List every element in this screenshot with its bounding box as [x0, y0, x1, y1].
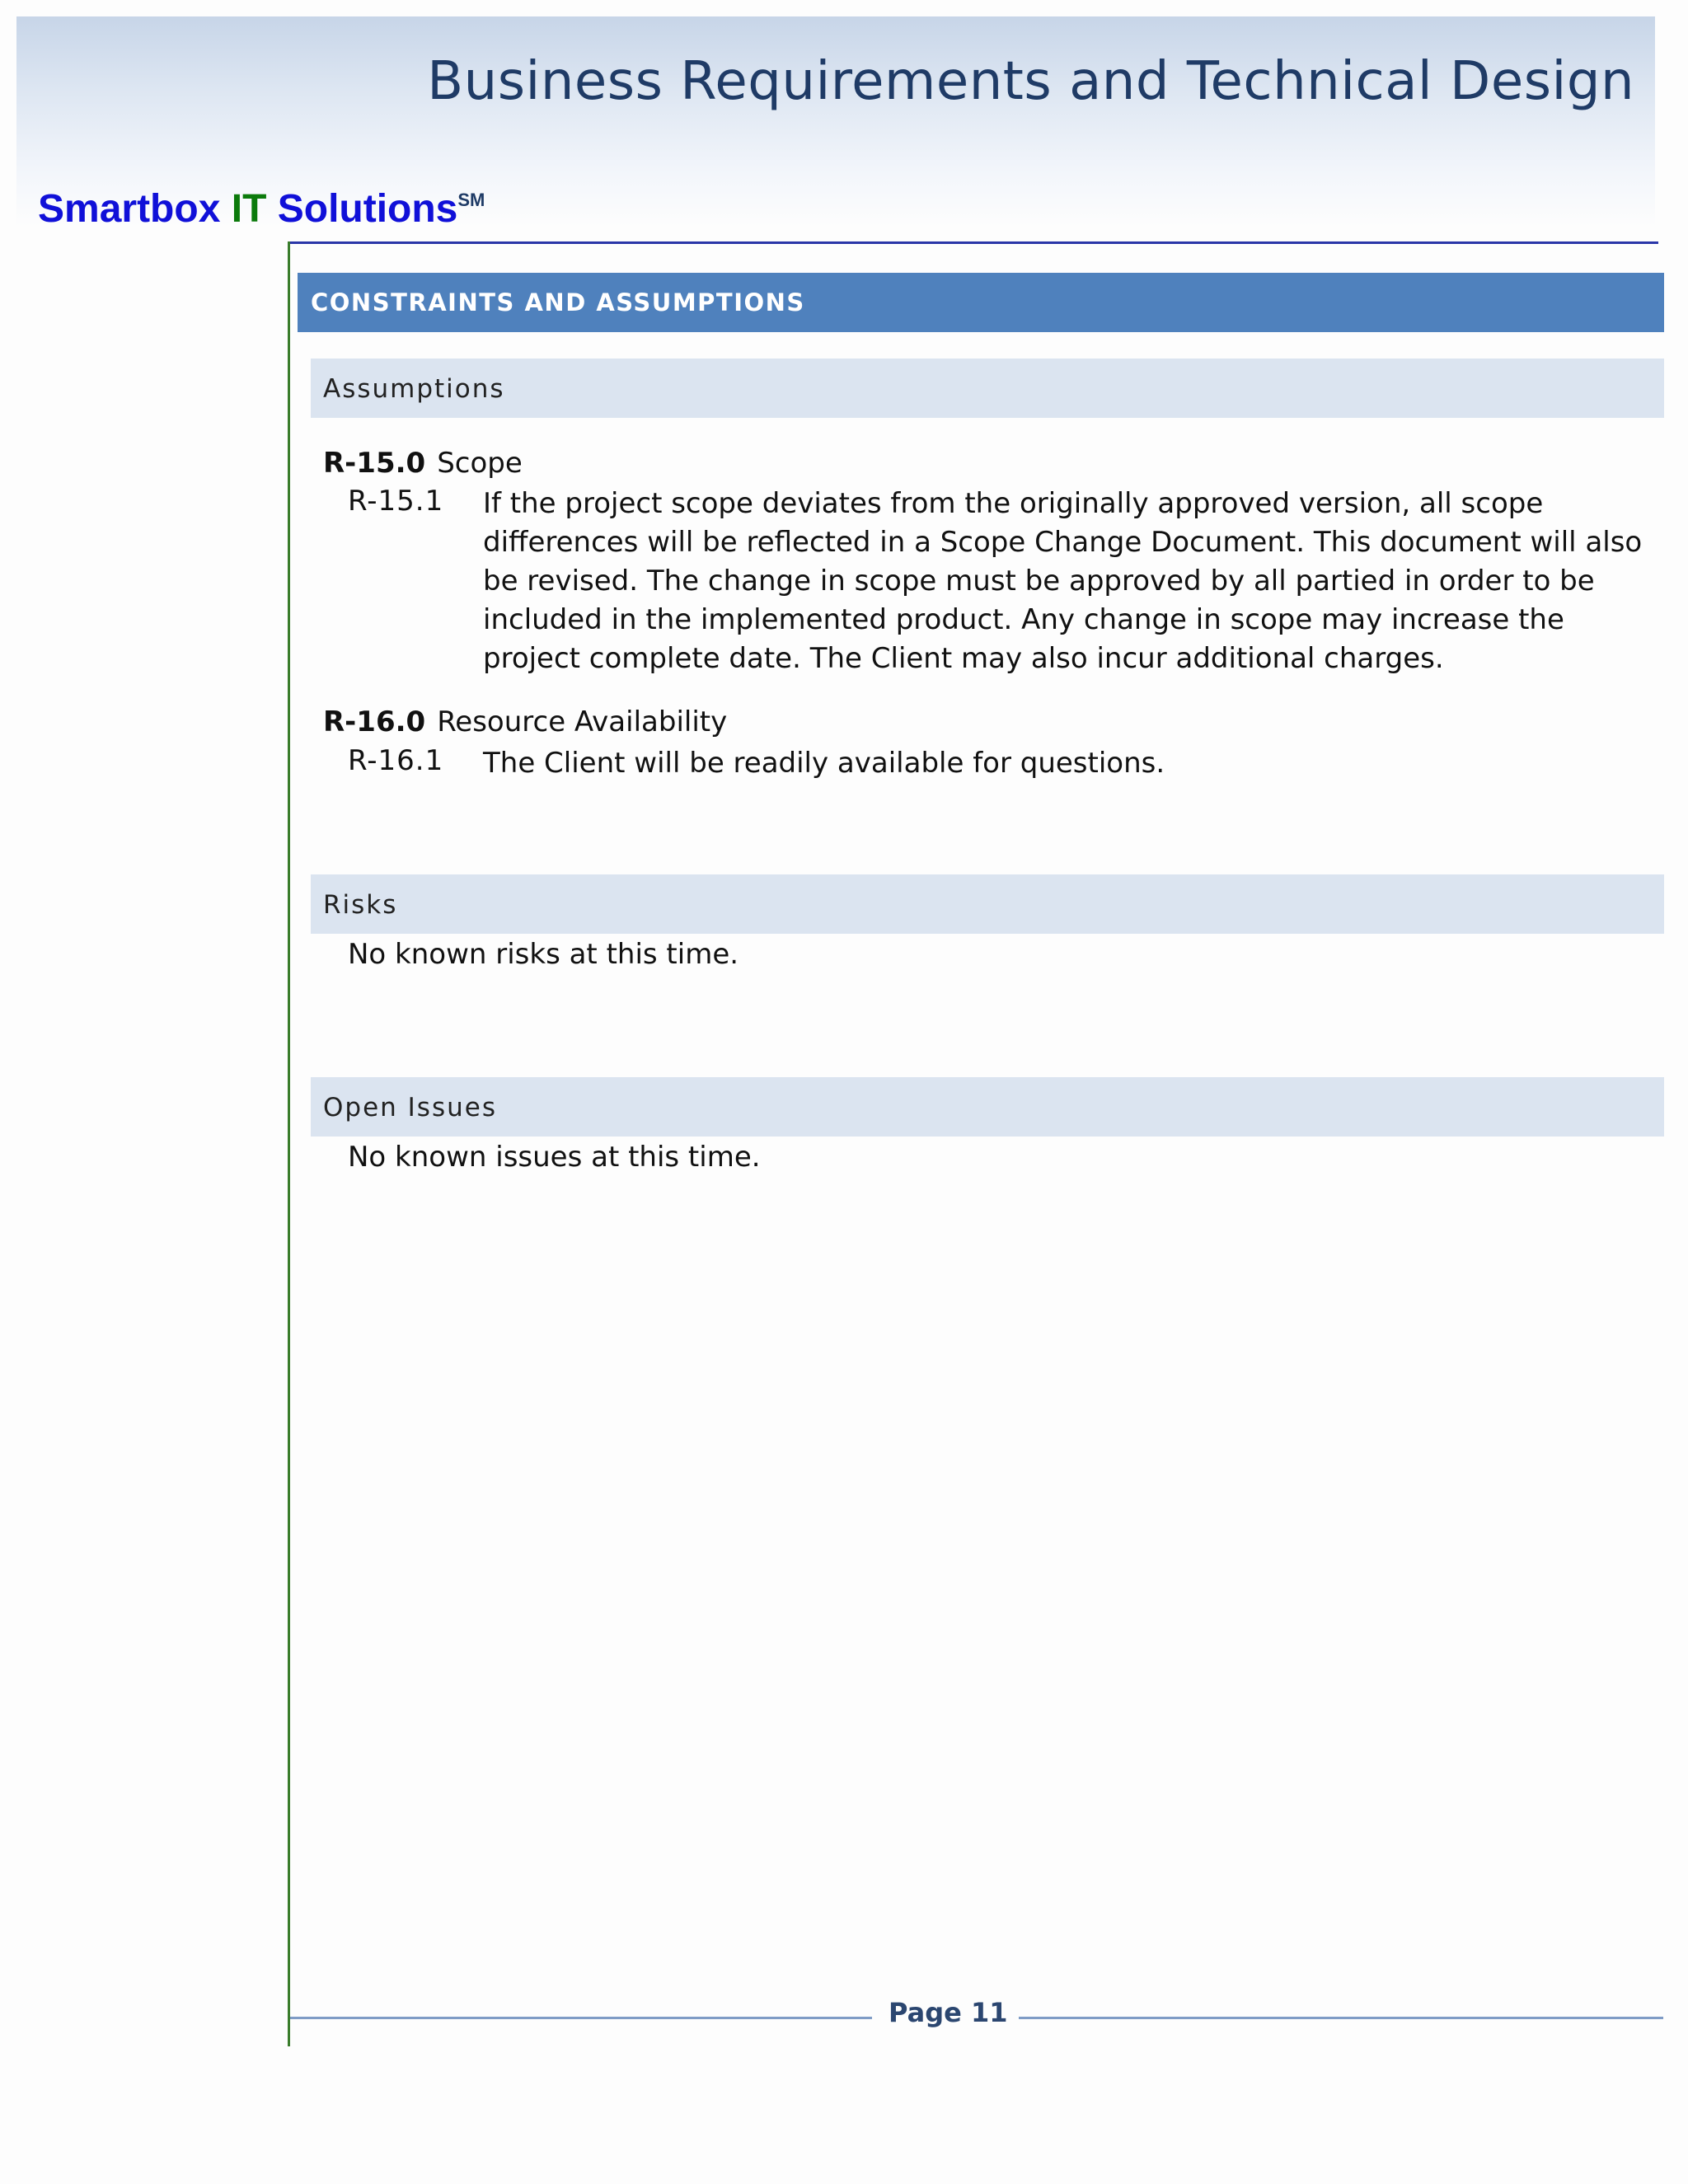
footer-rule-left	[290, 2017, 872, 2019]
open-issues-heading: Open Issues	[323, 1093, 497, 1122]
requirement-item-id: R-16.1	[348, 744, 444, 777]
risks-heading: Risks	[323, 890, 398, 920]
footer-rule-right	[1019, 2017, 1663, 2019]
section-heading-bar	[298, 273, 1664, 332]
requirement-item-id: R-15.1	[348, 485, 444, 518]
open-issues-heading-bar	[311, 1077, 1664, 1137]
open-issues-text: No known issues at this time.	[348, 1141, 761, 1174]
section-title: CONSTRAINTS AND ASSUMPTIONS	[311, 288, 805, 316]
risks-text: No known risks at this time.	[348, 938, 739, 971]
brand-name-part3: Solutions	[266, 187, 458, 231]
assumptions-heading: Assumptions	[323, 374, 505, 404]
page-number: Page 11	[889, 1997, 1008, 2028]
requirement-heading	[323, 705, 727, 738]
requirement-item-text: The Client will be readily available for questions.	[483, 747, 1165, 780]
left-margin-rule	[288, 241, 290, 2046]
company-logo	[38, 186, 485, 232]
service-mark: SM	[457, 190, 485, 210]
brand-name-part1: Smartbox	[38, 187, 232, 231]
risks-heading-bar	[311, 874, 1664, 934]
document-title: Business Requirements and Technical Design	[427, 51, 1634, 112]
assumptions-heading-bar	[311, 359, 1664, 418]
requirement-id: R-15.0	[323, 447, 426, 480]
brand-name-it: IT	[231, 187, 267, 231]
header-divider	[288, 241, 1658, 244]
requirement-item-text: If the project scope deviates from the originally approved version, all scope differences will be reflected in a Scope Change Document. This document will also be revised. The change in scope must be approved by all partied in order to be included in the implemented product. Any change in scope may increase the project complete date. The Client may also incur additional charges.	[483, 487, 1643, 675]
requirement-title: Scope	[437, 447, 523, 480]
requirement-id: R-16.0	[323, 705, 426, 738]
requirement-heading	[323, 447, 523, 480]
requirement-title: Resource Availability	[437, 705, 728, 738]
